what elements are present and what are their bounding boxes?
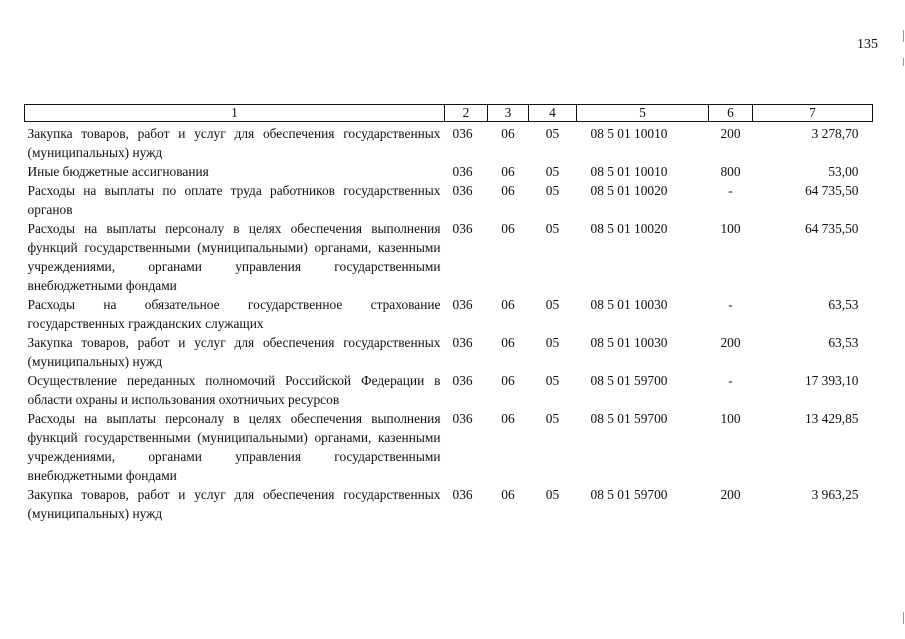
page-number: 135 [857, 37, 878, 52]
row-expense-type: 100 [720, 221, 741, 236]
table-row [25, 219, 873, 295]
row-name: Иные бюджетные ассигнования [27, 164, 209, 179]
table-row [25, 181, 873, 219]
row-target-article: 08 5 01 59700 [590, 487, 668, 502]
table-row [25, 162, 873, 181]
row-ministry-code: 036 [452, 487, 473, 502]
row-target-article: 08 5 01 10030 [590, 297, 668, 312]
row-subsection: 05 [545, 487, 560, 502]
row-target-article: 08 5 01 10010 [590, 164, 668, 179]
row-amount: 64 735,50 [804, 183, 859, 198]
row-amount: 64 735,50 [804, 221, 859, 236]
row-expense-type: - [728, 373, 733, 388]
row-section: 06 [501, 183, 515, 198]
column-header-target-article: 5 [577, 105, 709, 122]
row-name: Закупка товаров, работ и услуг для обеспечения государственных (муниципальных) нужд [27, 487, 441, 521]
table-row [25, 295, 873, 333]
row-amount: 63,53 [828, 297, 859, 312]
column-header-section: 3 [488, 105, 529, 122]
row-subsection: 05 [545, 411, 560, 426]
scan-edge-mark [903, 30, 904, 42]
row-amount: 13 429,85 [804, 411, 859, 426]
row-section: 06 [501, 373, 515, 388]
row-amount: 63,53 [828, 335, 859, 350]
row-amount: 53,00 [828, 164, 859, 179]
row-name: Расходы на выплаты персоналу в целях обеспечения выполнения функций государственными (муниципальными) органами, казенными учреждениями, органами управления государственными внебюджетными фондами [27, 411, 441, 483]
row-name: Закупка товаров, работ и услуг для обеспечения государственных (муниципальных) нужд [27, 335, 441, 369]
row-ministry-code: 036 [452, 297, 473, 312]
row-ministry-code: 036 [452, 126, 473, 141]
row-section: 06 [501, 297, 515, 312]
row-expense-type: 200 [720, 335, 741, 350]
row-subsection: 05 [545, 126, 560, 141]
row-expense-type: - [728, 297, 733, 312]
table-row [25, 122, 873, 163]
table-header-row [25, 105, 873, 122]
row-ministry-code: 036 [452, 164, 473, 179]
table-row [25, 485, 873, 523]
column-header-name: 1 [25, 105, 445, 122]
row-target-article: 08 5 01 59700 [590, 411, 668, 426]
row-ministry-code: 036 [452, 411, 473, 426]
row-subsection: 05 [545, 297, 560, 312]
row-amount: 3 963,25 [811, 487, 859, 502]
scan-edge-mark [903, 612, 904, 624]
row-name: Расходы на выплаты персоналу в целях обеспечения выполнения функций государственными (муниципальными) органами, казенными учреждениями, органами управления государственными внебюджетными фондами [27, 221, 441, 293]
column-header-amount: 7 [753, 105, 873, 122]
row-target-article: 08 5 01 10010 [590, 126, 668, 141]
row-target-article: 08 5 01 10020 [590, 221, 668, 236]
row-expense-type: 200 [720, 487, 741, 502]
row-section: 06 [501, 335, 515, 350]
row-amount: 17 393,10 [804, 373, 859, 388]
row-name: Расходы на обязательное государственное страхование государственных гражданских служащих [27, 297, 441, 331]
row-ministry-code: 036 [452, 221, 473, 236]
column-header-subsection: 4 [529, 105, 577, 122]
column-header-expense-type: 6 [709, 105, 753, 122]
row-ministry-code: 036 [452, 183, 473, 198]
row-section: 06 [501, 126, 515, 141]
row-name: Расходы на выплаты по оплате труда работников государственных органов [27, 183, 441, 217]
table-row [25, 333, 873, 371]
row-section: 06 [501, 221, 515, 236]
row-target-article: 08 5 01 10030 [590, 335, 668, 350]
table-row [25, 371, 873, 409]
row-subsection: 05 [545, 335, 560, 350]
row-expense-type: 200 [720, 126, 741, 141]
row-section: 06 [501, 164, 515, 179]
row-subsection: 05 [545, 183, 560, 198]
row-section: 06 [501, 411, 515, 426]
row-expense-type: - [728, 183, 733, 198]
column-header-ministry: 2 [445, 105, 488, 122]
row-subsection: 05 [545, 373, 560, 388]
row-section: 06 [501, 487, 515, 502]
row-target-article: 08 5 01 59700 [590, 373, 668, 388]
row-expense-type: 100 [720, 411, 741, 426]
row-expense-type: 800 [720, 164, 741, 179]
row-name: Осуществление переданных полномочий Российской Федерации в области охраны и использования охотничьих ресурсов [27, 373, 441, 407]
row-name: Закупка товаров, работ и услуг для обеспечения государственных (муниципальных) нужд [27, 126, 441, 160]
row-ministry-code: 036 [452, 373, 473, 388]
row-target-article: 08 5 01 10020 [590, 183, 668, 198]
table-row [25, 409, 873, 485]
row-subsection: 05 [545, 164, 560, 179]
row-amount: 3 278,70 [811, 126, 859, 141]
budget-table [24, 104, 873, 523]
row-ministry-code: 036 [452, 335, 473, 350]
row-subsection: 05 [545, 221, 560, 236]
scan-edge-mark [903, 58, 904, 66]
